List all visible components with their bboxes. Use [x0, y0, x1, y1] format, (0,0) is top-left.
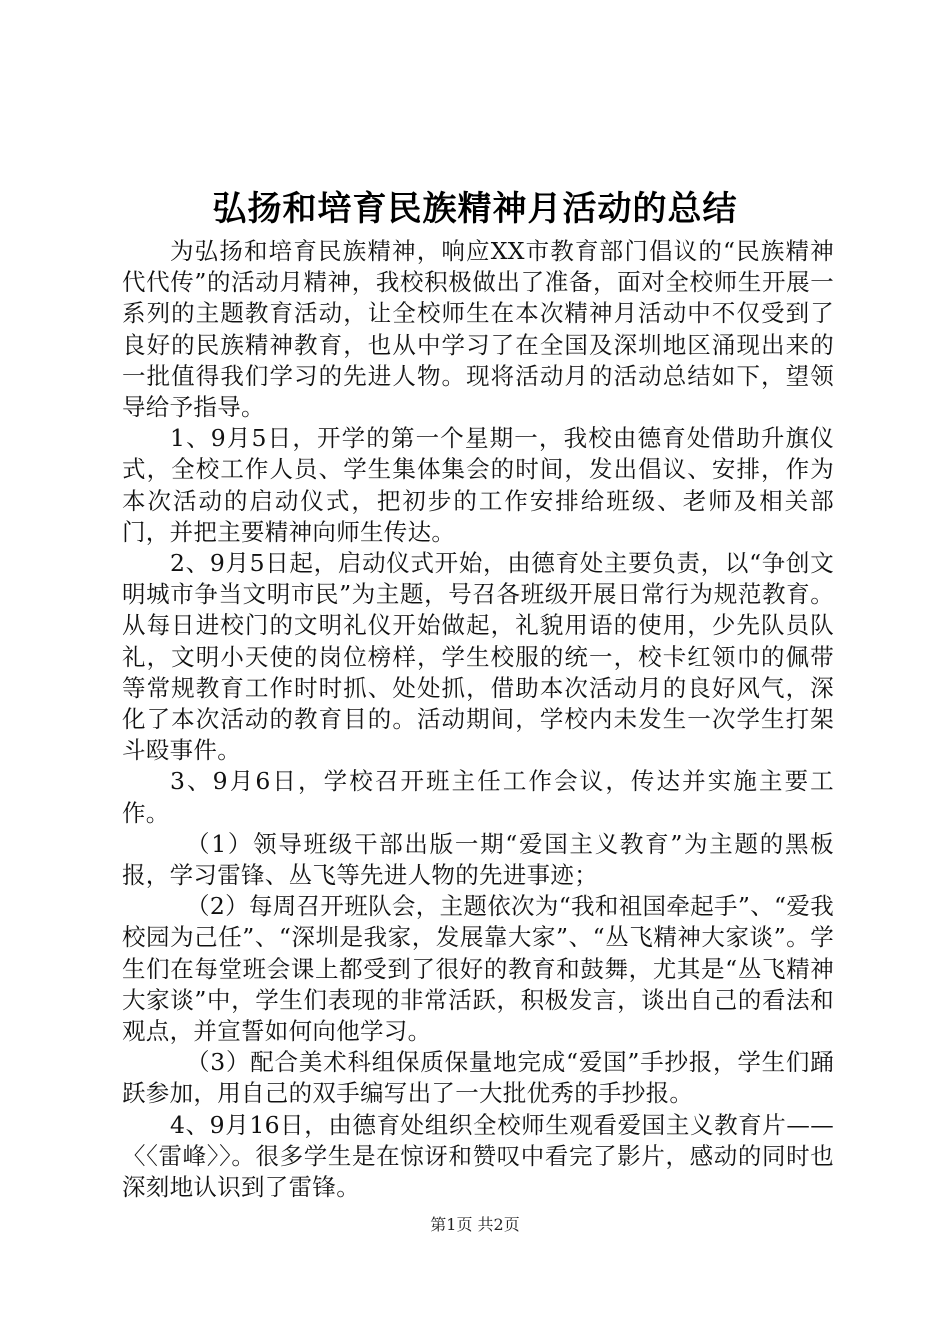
- item-4-paragraph: 4、9月16日，由德育处组织全校师生观看爱国主义教育片——〈〈雷峰〉〉。很多学生是在惊讶和赞叹中看完了影片，感动的同时也深刻地认识到了雷锋。: [122, 1110, 834, 1202]
- item-2-paragraph: 2、9月5日起，启动仪式开始，由德育处主要负责，以“争创文明城市争当文明市民”为主题，号召各班级开展日常行为规范教育。从每日进校门的文明礼仪开始做起，礼貌用语的使用，少先队员队礼，文明小天使的岗位榜样，学生校服的统一，校卡红领巾的佩带等常规教育工作时时抓、处处抓，借助本次活动月的良好风气，深化了本次活动的教育目的。活动期间，学校内未发生一次学生打架斗殴事件。: [122, 549, 834, 765]
- document-body: [122, 236, 834, 1203]
- subitem-3-paragraph: （3）配合美术科组保质保量地完成“爱国”手抄报，学生们踊跃参加，用自己的双手编写出了一大批优秀的手抄报。: [122, 1048, 834, 1108]
- intro-paragraph: 为弘扬和培育民族精神，响应XX市教育部门倡议的“民族精神代代传”的活动月精神，我校积极做出了准备，面对全校师生开展一系列的主题教育活动，让全校师生在本次精神月活动中不仅受到了良好的民族精神教育，也从中学习了在全国及深圳地区涌现出来的一批值得我们学习的先进人物。现将活动月的活动总结如下，望领导给予指导。: [122, 237, 834, 422]
- subitem-1-paragraph: （1）领导班级干部出版一期“爱国主义教育”为主题的黑板报，学习雷锋、丛飞等先进人物的先进事迹；: [122, 829, 834, 890]
- item-1-paragraph: 1、9月5日，开学的第一个星期一，我校由德育处借助升旗仪式，全校工作人员、学生集体集会的时间，发出倡议、安排，作为本次活动的启动仪式，把初步的工作安排给班级、老师及相关部门，并把主要精神向师生传达。: [122, 424, 834, 546]
- document-title: 弘扬和培育民族精神月活动的总结: [212, 189, 738, 229]
- page-number-footer: 第1页 共2页: [430, 1215, 520, 1234]
- subitem-2-paragraph: （2）每周召开班队会，主题依次为“我和祖国牵起手”、“爱我校园为己任”、“深圳是我家，发展靠大家”、“丛飞精神大家谈”。学生们在每堂班会课上都受到了很好的教育和鼓舞，尤其是“丛飞精神大家谈”中，学生们表现的非常活跃，积极发言，谈出自己的看法和观点，并宣誓如何向他学习。: [122, 892, 834, 1046]
- item-3-paragraph: 3、9月6日，学校召开班主任工作会议，传达并实施主要工作。: [122, 767, 834, 827]
